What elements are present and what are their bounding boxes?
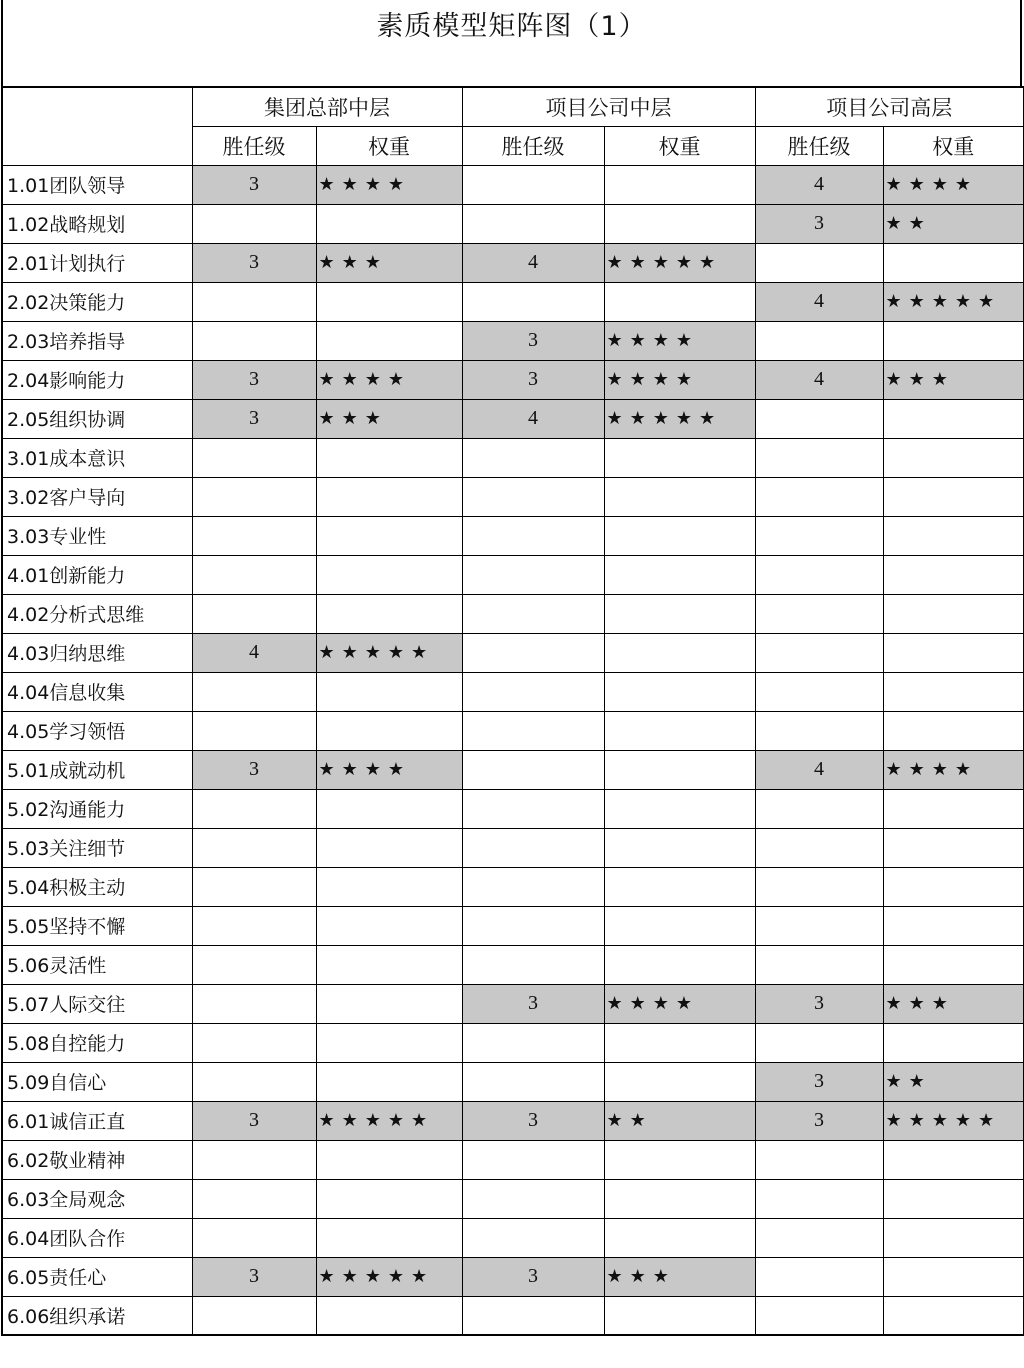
weight-stars-cell: ★★★★	[316, 750, 462, 789]
level-cell	[755, 399, 883, 438]
weight-stars-cell: ★★★★★	[316, 633, 462, 672]
level-cell	[755, 867, 883, 906]
level-cell	[462, 438, 604, 477]
level-cell: 4	[755, 750, 883, 789]
weight-stars-cell	[316, 789, 462, 828]
competency-name: 6.02敬业精神	[2, 1140, 192, 1179]
table-row	[2, 945, 1024, 984]
weight-stars-cell: ★★★★	[316, 360, 462, 399]
level-cell	[462, 1296, 604, 1335]
competency-name: 5.09自信心	[2, 1062, 192, 1101]
weight-stars-cell	[604, 828, 755, 867]
level-cell: 3	[192, 243, 316, 282]
weight-stars-cell	[883, 1257, 1024, 1296]
weight-stars-cell: ★★★	[604, 1257, 755, 1296]
weight-stars-cell	[883, 789, 1024, 828]
level-cell	[755, 1179, 883, 1218]
weight-stars-cell	[316, 477, 462, 516]
level-cell	[192, 906, 316, 945]
weight-stars-cell	[316, 945, 462, 984]
level-cell	[192, 516, 316, 555]
weight-stars-cell	[883, 321, 1024, 360]
competency-name: 6.06组织承诺	[2, 1296, 192, 1335]
table-row	[2, 321, 1024, 360]
weight-stars-cell	[316, 906, 462, 945]
level-cell: 4	[755, 360, 883, 399]
weight-stars-cell	[316, 867, 462, 906]
weight-stars-cell	[316, 594, 462, 633]
table-row	[2, 828, 1024, 867]
group-header-project-senior: 项目公司高层	[755, 87, 1024, 126]
title-area	[1, 0, 1022, 86]
weight-stars-cell	[604, 1179, 755, 1218]
level-cell	[192, 1140, 316, 1179]
corner-cell	[2, 87, 192, 165]
competency-name: 3.02客户导向	[2, 477, 192, 516]
level-cell	[192, 282, 316, 321]
level-cell	[462, 672, 604, 711]
table-row	[2, 438, 1024, 477]
weight-stars-cell	[604, 1296, 755, 1335]
weight-stars-cell	[316, 711, 462, 750]
level-cell: 3	[462, 984, 604, 1023]
level-cell	[462, 906, 604, 945]
weight-stars-cell	[316, 1140, 462, 1179]
level-cell	[192, 984, 316, 1023]
level-cell: 3	[192, 360, 316, 399]
level-cell	[192, 1218, 316, 1257]
weight-stars-cell	[883, 828, 1024, 867]
competency-name: 2.04影响能力	[2, 360, 192, 399]
weight-stars-cell	[316, 1023, 462, 1062]
table-row	[2, 1140, 1024, 1179]
sub-header-weight: 权重	[604, 126, 755, 165]
weight-stars-cell: ★★	[604, 1101, 755, 1140]
weight-stars-cell	[316, 321, 462, 360]
weight-stars-cell	[604, 1023, 755, 1062]
weight-stars-cell	[883, 1179, 1024, 1218]
weight-stars-cell	[316, 672, 462, 711]
table-row	[2, 1101, 1024, 1140]
competency-name: 4.04信息收集	[2, 672, 192, 711]
weight-stars-cell	[604, 750, 755, 789]
weight-stars-cell: ★★★★★	[316, 1101, 462, 1140]
table-row	[2, 1218, 1024, 1257]
competency-name: 2.02决策能力	[2, 282, 192, 321]
level-cell: 3	[755, 1062, 883, 1101]
weight-stars-cell	[604, 672, 755, 711]
competency-name: 3.03专业性	[2, 516, 192, 555]
table-row	[2, 1296, 1024, 1335]
page-title: 素质模型矩阵图（1）	[376, 11, 647, 42]
weight-stars-cell: ★★★★	[604, 321, 755, 360]
level-cell: 3	[755, 204, 883, 243]
table-row	[2, 477, 1024, 516]
level-cell	[462, 945, 604, 984]
level-cell: 4	[462, 399, 604, 438]
competency-name: 5.06灵活性	[2, 945, 192, 984]
level-cell	[192, 828, 316, 867]
weight-stars-cell: ★★★★★	[604, 243, 755, 282]
weight-stars-cell	[316, 438, 462, 477]
weight-stars-cell: ★★★	[883, 984, 1024, 1023]
weight-stars-cell	[883, 672, 1024, 711]
level-cell	[755, 633, 883, 672]
level-cell	[755, 945, 883, 984]
level-cell	[192, 945, 316, 984]
weight-stars-cell	[604, 204, 755, 243]
level-cell	[462, 516, 604, 555]
group-header-project-middle: 项目公司中层	[462, 87, 755, 126]
level-cell	[462, 165, 604, 204]
weight-stars-cell	[316, 516, 462, 555]
weight-stars-cell	[883, 1023, 1024, 1062]
weight-stars-cell	[604, 867, 755, 906]
level-cell	[755, 789, 883, 828]
level-cell	[462, 867, 604, 906]
level-cell	[755, 243, 883, 282]
level-cell	[755, 516, 883, 555]
level-cell	[462, 711, 604, 750]
sub-header-level: 胜任级	[462, 126, 604, 165]
level-cell	[192, 789, 316, 828]
weight-stars-cell	[604, 906, 755, 945]
level-cell: 3	[755, 984, 883, 1023]
level-cell: 3	[192, 1257, 316, 1296]
weight-stars-cell	[883, 477, 1024, 516]
group-header-row	[2, 87, 1024, 126]
weight-stars-cell	[604, 282, 755, 321]
level-cell: 3	[192, 750, 316, 789]
table-row	[2, 906, 1024, 945]
weight-stars-cell	[604, 477, 755, 516]
table-row	[2, 867, 1024, 906]
competency-matrix-table	[1, 86, 1024, 1336]
competency-name: 6.03全局观念	[2, 1179, 192, 1218]
weight-stars-cell	[316, 1296, 462, 1335]
level-cell	[755, 1218, 883, 1257]
level-cell: 3	[462, 1257, 604, 1296]
level-cell	[755, 1140, 883, 1179]
weight-stars-cell	[883, 1218, 1024, 1257]
table-row	[2, 399, 1024, 438]
competency-name: 5.05坚持不懈	[2, 906, 192, 945]
level-cell	[462, 1140, 604, 1179]
level-cell: 4	[462, 243, 604, 282]
weight-stars-cell	[883, 516, 1024, 555]
table-row	[2, 516, 1024, 555]
weight-stars-cell	[883, 945, 1024, 984]
level-cell: 3	[462, 1101, 604, 1140]
level-cell	[462, 1179, 604, 1218]
level-cell	[755, 828, 883, 867]
competency-name: 3.01成本意识	[2, 438, 192, 477]
weight-stars-cell	[883, 243, 1024, 282]
competency-name: 5.08自控能力	[2, 1023, 192, 1062]
weight-stars-cell	[883, 711, 1024, 750]
level-cell	[192, 321, 316, 360]
sub-header-weight: 权重	[883, 126, 1024, 165]
table-row	[2, 243, 1024, 282]
level-cell	[462, 282, 604, 321]
weight-stars-cell: ★★	[883, 1062, 1024, 1101]
table-row	[2, 1023, 1024, 1062]
table-row	[2, 204, 1024, 243]
weight-stars-cell	[604, 633, 755, 672]
table-row	[2, 555, 1024, 594]
weight-stars-cell: ★★★	[883, 360, 1024, 399]
level-cell: 4	[755, 282, 883, 321]
level-cell	[462, 1023, 604, 1062]
level-cell	[755, 711, 883, 750]
competency-name: 2.05组织协调	[2, 399, 192, 438]
weight-stars-cell: ★★★★★	[316, 1257, 462, 1296]
weight-stars-cell	[316, 828, 462, 867]
weight-stars-cell	[316, 204, 462, 243]
level-cell	[462, 555, 604, 594]
level-cell	[755, 672, 883, 711]
weight-stars-cell	[604, 1140, 755, 1179]
weight-stars-cell	[883, 555, 1024, 594]
table-row	[2, 165, 1024, 204]
weight-stars-cell	[604, 789, 755, 828]
weight-stars-cell	[604, 1218, 755, 1257]
table-row	[2, 360, 1024, 399]
competency-name: 1.01团队领导	[2, 165, 192, 204]
table-row	[2, 633, 1024, 672]
weight-stars-cell	[604, 711, 755, 750]
weight-stars-cell	[316, 1218, 462, 1257]
level-cell: 3	[462, 360, 604, 399]
weight-stars-cell	[604, 555, 755, 594]
weight-stars-cell	[316, 282, 462, 321]
weight-stars-cell	[883, 1140, 1024, 1179]
competency-name: 5.02沟通能力	[2, 789, 192, 828]
level-cell	[192, 867, 316, 906]
level-cell: 3	[192, 399, 316, 438]
competency-name: 4.01创新能力	[2, 555, 192, 594]
weight-stars-cell	[316, 1062, 462, 1101]
competency-name: 4.02分析式思维	[2, 594, 192, 633]
weight-stars-cell	[883, 594, 1024, 633]
competency-name: 4.05学习领悟	[2, 711, 192, 750]
competency-name: 4.03归纳思维	[2, 633, 192, 672]
weight-stars-cell	[883, 906, 1024, 945]
level-cell	[462, 828, 604, 867]
level-cell	[755, 438, 883, 477]
weight-stars-cell: ★★★	[316, 399, 462, 438]
competency-name: 1.02战略规划	[2, 204, 192, 243]
weight-stars-cell: ★★★★	[604, 360, 755, 399]
weight-stars-cell	[604, 594, 755, 633]
level-cell: 3	[755, 1101, 883, 1140]
level-cell	[192, 1296, 316, 1335]
weight-stars-cell: ★★★★★	[883, 282, 1024, 321]
weight-stars-cell	[316, 984, 462, 1023]
competency-name: 5.03关注细节	[2, 828, 192, 867]
competency-name: 2.01计划执行	[2, 243, 192, 282]
matrix-body	[2, 165, 1024, 1335]
weight-stars-cell	[883, 438, 1024, 477]
weight-stars-cell	[883, 633, 1024, 672]
competency-name: 2.03培养指导	[2, 321, 192, 360]
table-row	[2, 1179, 1024, 1218]
level-cell	[192, 672, 316, 711]
weight-stars-cell: ★★★★	[883, 165, 1024, 204]
table-row	[2, 750, 1024, 789]
level-cell	[192, 438, 316, 477]
table-row	[2, 672, 1024, 711]
competency-name: 5.07人际交往	[2, 984, 192, 1023]
table-row	[2, 1062, 1024, 1101]
weight-stars-cell: ★★★	[316, 243, 462, 282]
level-cell	[192, 711, 316, 750]
table-row	[2, 789, 1024, 828]
weight-stars-cell: ★★★★★	[604, 399, 755, 438]
weight-stars-cell: ★★★★	[604, 984, 755, 1023]
level-cell	[192, 1062, 316, 1101]
level-cell	[462, 789, 604, 828]
competency-name: 6.04团队合作	[2, 1218, 192, 1257]
level-cell	[755, 321, 883, 360]
level-cell: 3	[192, 1101, 316, 1140]
level-cell	[755, 1296, 883, 1335]
level-cell	[192, 204, 316, 243]
weight-stars-cell	[604, 165, 755, 204]
weight-stars-cell: ★★★★★	[883, 1101, 1024, 1140]
level-cell	[192, 1023, 316, 1062]
level-cell	[755, 594, 883, 633]
weight-stars-cell	[604, 516, 755, 555]
level-cell	[462, 1218, 604, 1257]
weight-stars-cell	[604, 945, 755, 984]
group-header-hq-middle: 集团总部中层	[192, 87, 462, 126]
table-row	[2, 1257, 1024, 1296]
level-cell	[192, 594, 316, 633]
level-cell	[462, 633, 604, 672]
weight-stars-cell	[604, 438, 755, 477]
level-cell	[462, 477, 604, 516]
level-cell: 4	[192, 633, 316, 672]
competency-name: 5.01成就动机	[2, 750, 192, 789]
weight-stars-cell	[604, 1062, 755, 1101]
level-cell: 4	[755, 165, 883, 204]
weight-stars-cell: ★★	[883, 204, 1024, 243]
level-cell	[462, 1062, 604, 1101]
weight-stars-cell	[316, 555, 462, 594]
level-cell	[755, 1023, 883, 1062]
level-cell	[462, 750, 604, 789]
weight-stars-cell	[883, 399, 1024, 438]
level-cell	[755, 906, 883, 945]
table-row	[2, 711, 1024, 750]
table-row	[2, 984, 1024, 1023]
weight-stars-cell: ★★★★	[316, 165, 462, 204]
weight-stars-cell: ★★★★	[883, 750, 1024, 789]
level-cell	[755, 1257, 883, 1296]
weight-stars-cell	[316, 1179, 462, 1218]
level-cell: 3	[462, 321, 604, 360]
competency-name: 6.01诚信正直	[2, 1101, 192, 1140]
level-cell	[192, 477, 316, 516]
weight-stars-cell	[883, 867, 1024, 906]
level-cell	[462, 594, 604, 633]
table-row	[2, 282, 1024, 321]
sub-header-level: 胜任级	[755, 126, 883, 165]
sub-header-weight: 权重	[316, 126, 462, 165]
weight-stars-cell	[883, 1296, 1024, 1335]
level-cell	[755, 477, 883, 516]
sub-header-level: 胜任级	[192, 126, 316, 165]
level-cell	[755, 555, 883, 594]
level-cell	[192, 555, 316, 594]
competency-name: 5.04积极主动	[2, 867, 192, 906]
table-row	[2, 594, 1024, 633]
level-cell	[192, 1179, 316, 1218]
level-cell: 3	[192, 165, 316, 204]
level-cell	[462, 204, 604, 243]
competency-name: 6.05责任心	[2, 1257, 192, 1296]
